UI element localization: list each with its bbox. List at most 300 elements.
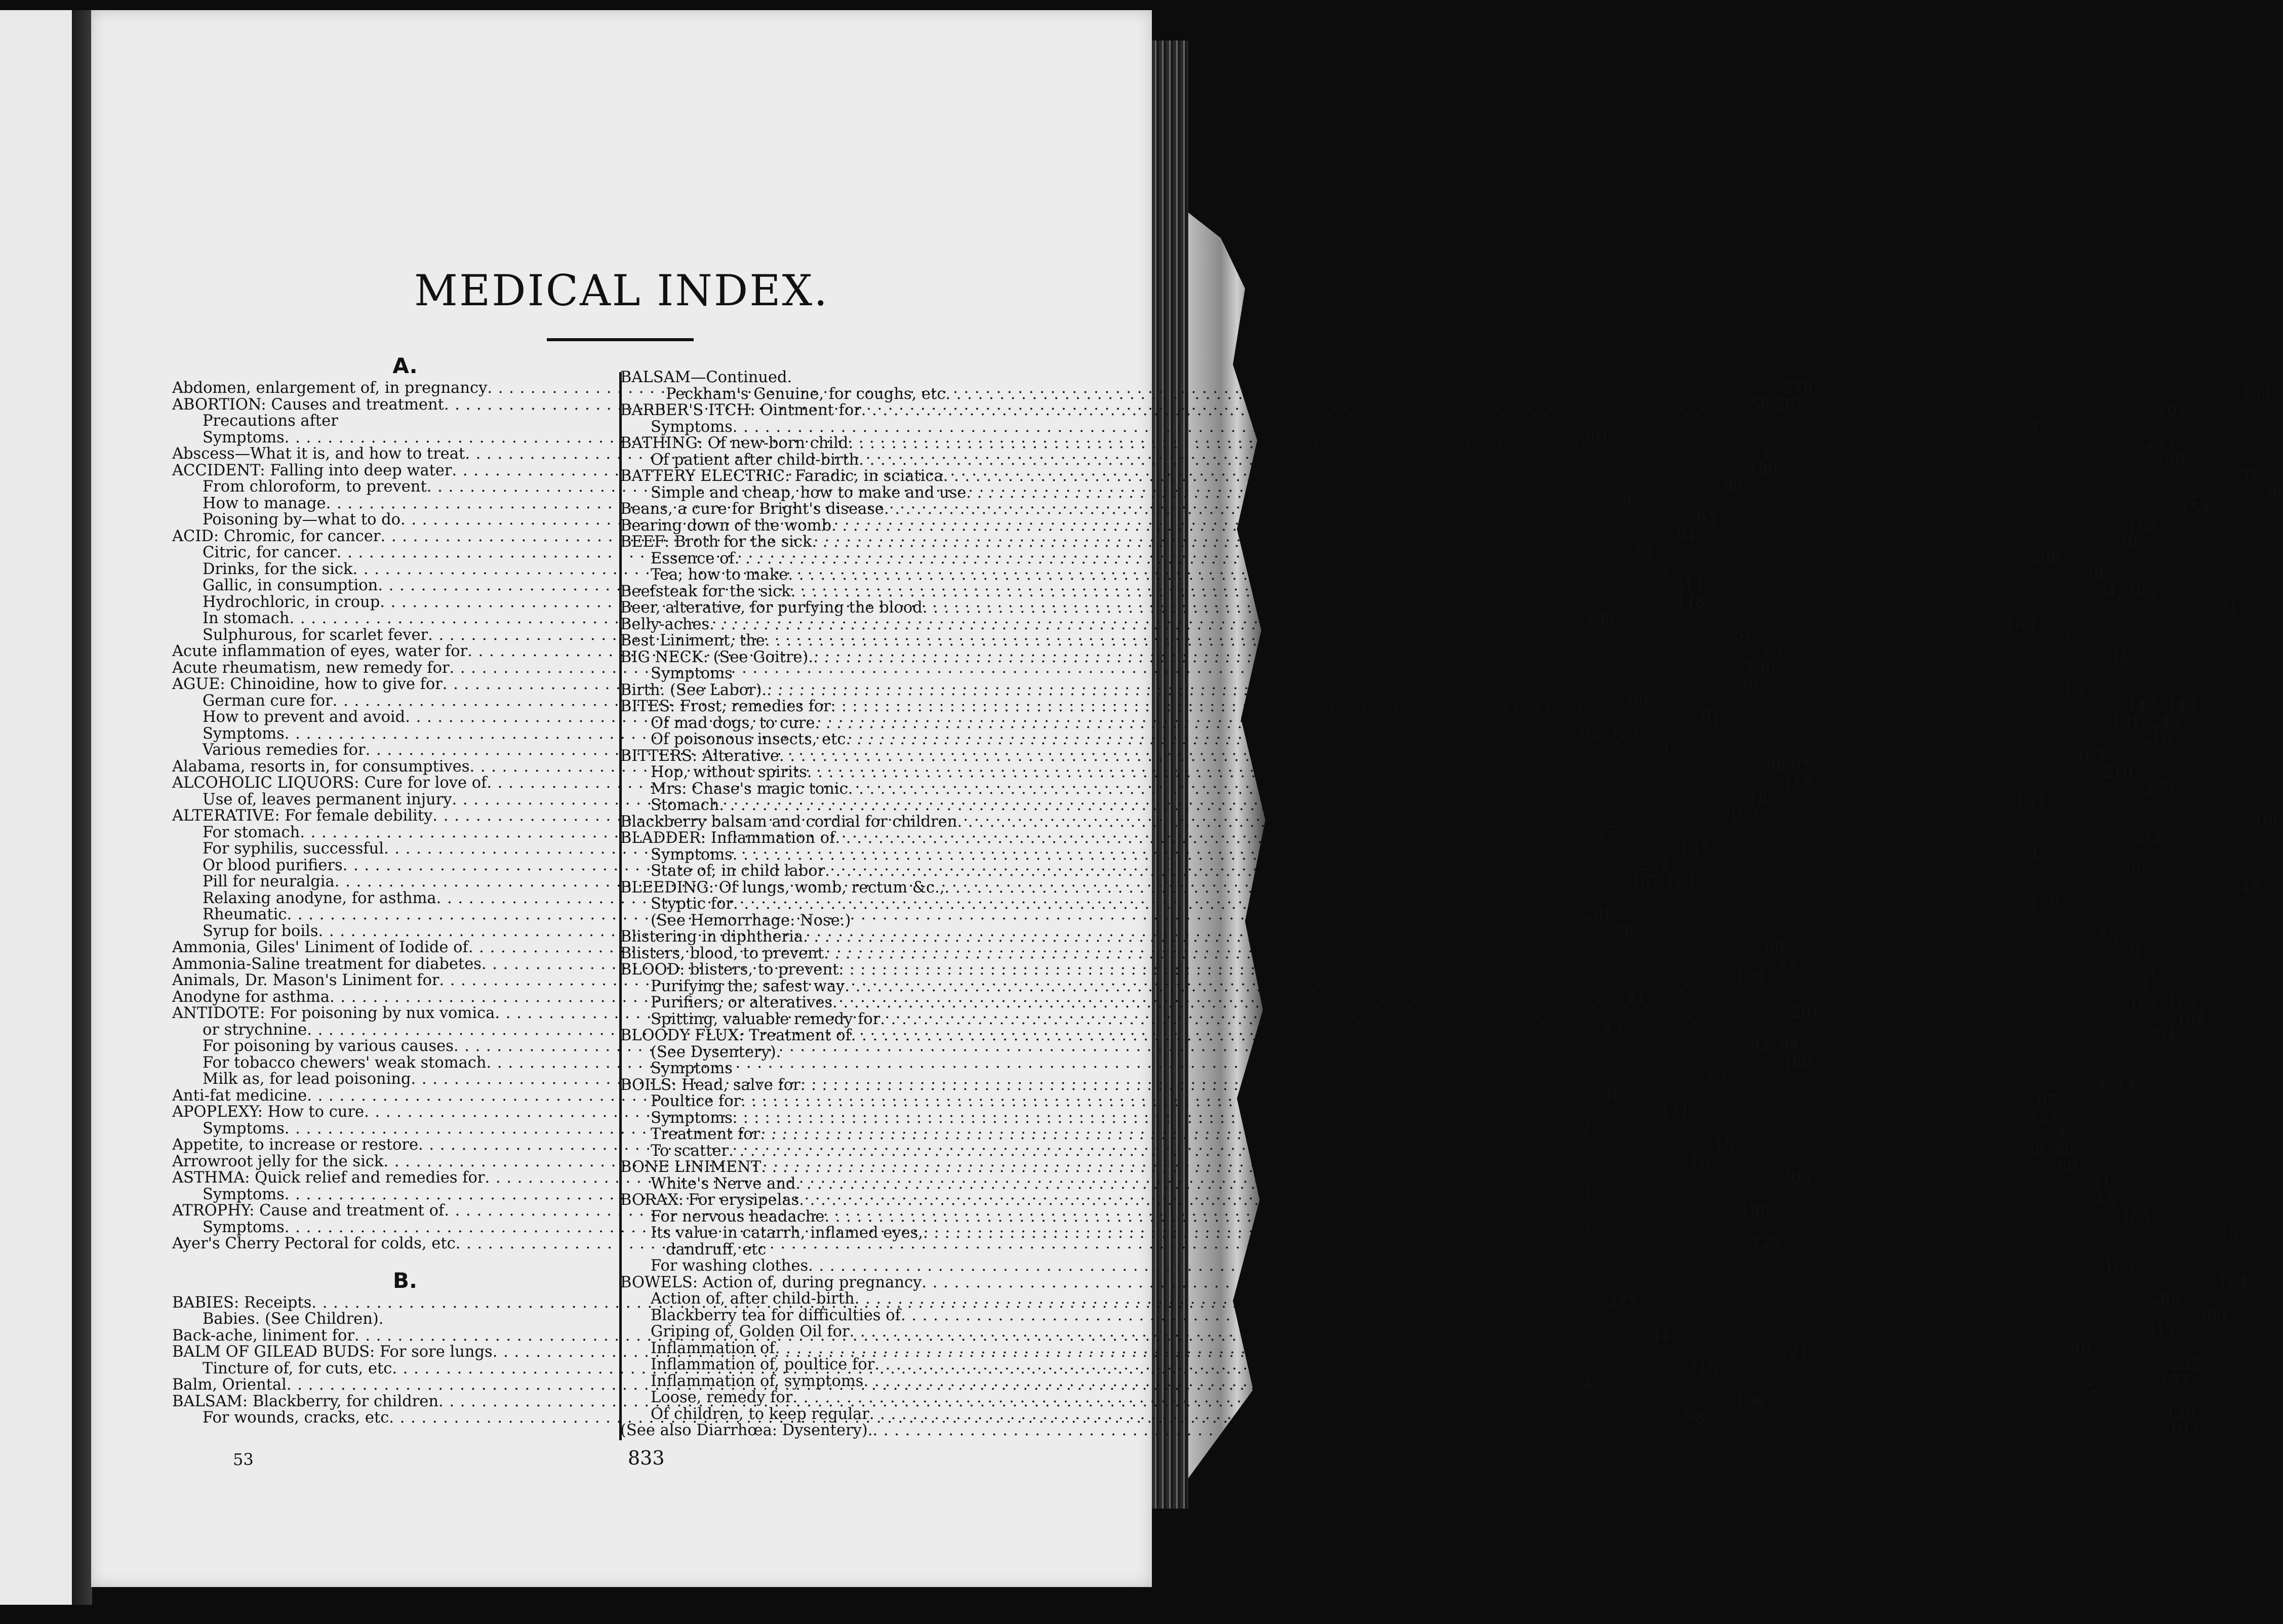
- entry-text: ALCOHOLIC LIQUORS: Cure for love of: [172, 774, 487, 792]
- entry-text: ALTERATIVE: For female debility: [172, 807, 433, 825]
- entry-text: Beefsteak for the sick: [620, 582, 791, 600]
- entry-page: 315: [2145, 1323, 2175, 1341]
- entry-page: 97: [2037, 1092, 2057, 1110]
- entry-text: Various remedies for: [203, 741, 366, 759]
- leader-dots: [741, 1093, 2035, 1110]
- entry-text: Griping of, Golden Oil for: [651, 1323, 850, 1341]
- entry-page: 58, 60: [2025, 1142, 2074, 1160]
- entry-page: 75: [1732, 889, 1752, 907]
- entry-page: 137: [1680, 840, 1710, 858]
- page-title: MEDICAL INDEX.: [414, 266, 829, 315]
- entry-text: White's Nerve and: [651, 1174, 796, 1193]
- index-entry: [620, 1044, 1106, 1061]
- entry-text: Symptoms: [203, 1218, 285, 1236]
- entry-page: 93, 94: [1750, 1037, 1799, 1055]
- entry-page: 216: [1788, 1343, 1819, 1361]
- entry-text: Pill for neuralgia: [203, 873, 335, 890]
- entry-page: 162, 163: [2129, 994, 2198, 1011]
- entry-text: ASTHMA: Quick relief and remedies for: [172, 1169, 485, 1187]
- leader-dots: [838, 962, 2133, 979]
- entry-text: BATHING: Of new-born child: [620, 434, 849, 452]
- entry-text: Sulphurous, for scarlet fever: [203, 626, 428, 644]
- section-heading-a: A.: [392, 353, 418, 378]
- entry-page: 163: [2006, 615, 2035, 633]
- entry-page: 305: [2084, 566, 2114, 584]
- entry-page: 196: [2253, 813, 2283, 831]
- entry-text: Syrup for boils: [203, 922, 318, 940]
- entry-text: BOILS: Head, salve for: [620, 1076, 800, 1094]
- index-entry: [620, 913, 1106, 929]
- index-entry: [620, 1242, 1106, 1258]
- leader-dots: [835, 830, 2129, 847]
- entry-page: 2: [1580, 1119, 1591, 1138]
- leader-dots: [733, 419, 2027, 436]
- entry-page: 293: [2144, 434, 2174, 452]
- entry-page: 184: [2176, 1010, 2206, 1028]
- leader-dots: [709, 617, 2004, 633]
- entry-text: Of patient after child-birth: [651, 451, 859, 469]
- leader-dots: [901, 1308, 2195, 1324]
- leader-dots: [812, 534, 2106, 551]
- entry-text: BEEF: Broth for the sick: [620, 533, 812, 551]
- leader-dots: [719, 797, 2013, 814]
- leader-dots: [767, 682, 2061, 699]
- page-number: 833: [628, 1447, 665, 1469]
- entry-page: 4, 14: [2096, 1076, 2136, 1094]
- entry-page: 38: [1738, 675, 1758, 693]
- entry-page: 1: [1661, 741, 1672, 759]
- entry-text: For tobacco chewers' weak stomach: [203, 1053, 487, 1072]
- entry-text: (See Dysentery).: [651, 1043, 781, 1061]
- title-rule: [547, 338, 694, 341]
- entry-page: 96: [1723, 478, 1743, 496]
- entry-text: Symptoms: [651, 418, 733, 436]
- signature-mark: 53: [233, 1450, 254, 1469]
- entry-page: 258-261: [1740, 395, 1805, 414]
- entry-text: Hop, without spirits: [651, 763, 807, 781]
- entry-text: Acute inflammation of eyes, water for: [172, 642, 468, 660]
- leader-dots: [831, 518, 2126, 535]
- leader-dots: [850, 1324, 2144, 1341]
- entry-page: 91: [1701, 708, 1721, 726]
- entry-text: Rheumatic: [203, 906, 287, 923]
- entry-text: Symptoms: [651, 1060, 733, 1077]
- entry-text: Its value in catarrh, inflamed eyes,: [651, 1224, 923, 1242]
- entry-page: 115: [1783, 774, 1813, 792]
- entry-page: 102: [2157, 401, 2187, 419]
- leader-dots: [825, 863, 2119, 880]
- entry-page: 163: [2075, 747, 2105, 765]
- entry-page: 253: [2131, 829, 2161, 847]
- index-entry: [172, 1311, 638, 1328]
- entry-page: 46: [1603, 1086, 1623, 1105]
- entry-text: Mrs. Chase's magic tonic: [651, 780, 848, 798]
- leader-dots: [855, 1291, 2149, 1308]
- entry-page: 252: [2061, 632, 2091, 649]
- entry-text: Symptoms: [203, 428, 285, 446]
- leader-dots: [779, 748, 2073, 765]
- index-entry: [620, 451, 2185, 469]
- leader-dots: [807, 764, 2101, 781]
- leader-dots: [803, 929, 2097, 946]
- leader-dots: [815, 715, 2109, 732]
- entry-text: Action of, after child-birth: [651, 1290, 855, 1308]
- entry-text: Of children, to keep regular: [651, 1405, 869, 1423]
- entry-text: Drinks, for the sick: [203, 560, 353, 578]
- leader-dots: [845, 979, 2139, 995]
- index-entry: [620, 1191, 2115, 1209]
- entry-page: 60: [1764, 939, 1784, 956]
- entry-text: To scatter: [651, 1142, 729, 1160]
- entry-page: 280: [2150, 1290, 2180, 1308]
- section-heading-b: B.: [393, 1268, 417, 1293]
- entry-text: Arrowroot jelly for the sick: [172, 1152, 384, 1170]
- index-page: [91, 10, 2283, 1587]
- entry-text: ABORTION: Causes and treatment: [172, 395, 444, 414]
- entry-text: BOWELS: Action of, during pregnancy: [620, 1273, 922, 1291]
- leader-dots: [851, 1028, 2145, 1044]
- entry-text: From chloroform, to prevent: [203, 478, 427, 496]
- leader-dots: [761, 1159, 2055, 1176]
- entry-page: 299: [2155, 451, 2185, 469]
- entry-text: Symptoms: [203, 1119, 285, 1138]
- entry-page: 44: [1651, 1326, 1670, 1345]
- entry-page: 35: [1632, 544, 1653, 561]
- entry-text: BLADDER: Inflammation of: [620, 829, 835, 847]
- entry-page: 18: [2063, 681, 2083, 699]
- leader-dots: [800, 1077, 2095, 1094]
- entry-page: 190: [1740, 1202, 1770, 1220]
- entry-page: 42: [1583, 1376, 1603, 1394]
- entry-text: or strychnine: [203, 1021, 307, 1039]
- entry-text: Relaxing anodyne, for asthma: [203, 889, 436, 907]
- entry-page: 5: [2089, 1389, 2099, 1406]
- entry-page: 62: [1707, 1070, 1727, 1088]
- entry-page: 130: [2029, 895, 2059, 913]
- entry-page: 317: [2218, 599, 2249, 617]
- leader-dots: [923, 1225, 2217, 1242]
- entry-page: 278: [1783, 379, 1813, 397]
- entry-page: 273: [2144, 780, 2174, 798]
- entry-page: 118: [1676, 593, 1706, 611]
- leader-dots: [945, 386, 2239, 403]
- leader-dots: [944, 880, 2238, 897]
- leader-dots: [813, 649, 2107, 666]
- entry-text: Or blood purifiers: [203, 856, 343, 874]
- leader-dots: [859, 452, 2153, 469]
- entry-page: 37: [2239, 467, 2259, 485]
- entry-page: 86-97: [1766, 757, 1811, 776]
- entry-page: 314: [1674, 577, 1704, 594]
- leader-dots: [808, 1258, 2102, 1275]
- entry-page: 90: [1628, 692, 1649, 710]
- entry-page: 42: [1778, 955, 1797, 973]
- entry-page: 200: [1781, 1169, 1811, 1187]
- entry-page: 3: [1580, 1218, 1591, 1236]
- entry-page: 177: [1735, 971, 1765, 989]
- entry-text: Balm, Oriental: [172, 1376, 287, 1394]
- index-entry: [620, 666, 1106, 682]
- leader-dots: [733, 896, 2027, 913]
- entry-page: 36: [2262, 483, 2282, 502]
- leader-dots: [791, 584, 2085, 600]
- entry-page: 167: [1729, 807, 1758, 825]
- entry-text: Loose, remedy for: [651, 1389, 793, 1406]
- gutter-shadow: [72, 10, 92, 1605]
- entry-text: Hydrochloric, in croup: [203, 593, 380, 611]
- entry-text: BLEEDING: Of lungs, womb, rectum &c.,: [620, 878, 945, 897]
- entry-text: Tea, how to make: [651, 566, 788, 584]
- index-entry: [620, 1257, 2134, 1275]
- entry-text: German cure for: [203, 692, 333, 710]
- entry-text: Spitting, valuable remedy for: [651, 1010, 880, 1028]
- entry-page: 180: [1782, 1053, 1812, 1072]
- entry-text: Poisoning by—what to do: [203, 511, 401, 529]
- leader-dots: [957, 814, 2251, 831]
- entry-text: Tincture of, for cuts, etc: [203, 1359, 392, 1377]
- entry-page: 201: [1583, 906, 1613, 923]
- entry-text: Appetite, to increase or restore: [172, 1136, 419, 1154]
- leader-dots: [733, 847, 2027, 864]
- leader-dots: [922, 1275, 2216, 1291]
- entry-text: ANTIDOTE: For poisoning by nux vomica: [172, 1004, 495, 1022]
- entry-text: Treatment for: [651, 1125, 760, 1143]
- entry-page: 94: [1676, 527, 1697, 545]
- entry-page: 131: [1660, 1103, 1690, 1121]
- entry-page: 273: [1596, 823, 1626, 841]
- index-entry: [172, 413, 638, 430]
- entry-page: 270: [2108, 533, 2138, 551]
- entry-page: 137: [2028, 1109, 2059, 1127]
- entry-page: 167: [1748, 790, 1778, 808]
- leader-dots: [863, 1373, 2157, 1390]
- entry-text: Birth. (See Labor).: [620, 681, 767, 699]
- entry-page: 162-163: [1630, 873, 1695, 890]
- entry-page: 156: [1745, 659, 1775, 677]
- entry-text: Styptic for: [651, 895, 733, 913]
- entry-text: Precautions after: [203, 412, 338, 430]
- entry-text: BLOODY FLUX: Treatment of: [620, 1027, 851, 1044]
- index-entry: [620, 1061, 1106, 1077]
- entry-page: 153: [2241, 385, 2271, 403]
- entry-text: BITES: Frost, remedies for: [620, 698, 831, 715]
- leader-dots: [792, 1390, 2087, 1406]
- entry-page: 154: [2180, 500, 2210, 518]
- entry-text: BORAX: For erysipelas: [620, 1191, 799, 1209]
- entry-text: Ammonia-Saline treatment for diabetes: [172, 955, 482, 973]
- entry-page: 252: [2171, 1356, 2200, 1373]
- entry-text: Peckham's Genuine, for coughs, etc: [666, 385, 946, 403]
- entry-page: 251: [1724, 626, 1754, 644]
- entry-page: 163: [2128, 516, 2157, 535]
- entry-page: 4: [2028, 418, 2039, 436]
- entry-text: Blackberry balsam and cordial for children: [620, 813, 957, 831]
- entry-page: 210: [2103, 763, 2133, 781]
- entry-text: BATTERY ELECTRIC: Faradic, in sciatica: [620, 467, 943, 485]
- facing-page-edge: [0, 10, 75, 1605]
- entry-text: Ayer's Cherry Pectoral for colds, etc: [172, 1235, 456, 1252]
- leader-dots: [874, 1357, 2169, 1373]
- index-entry: [620, 370, 1106, 386]
- entry-page: 137: [2141, 977, 2171, 995]
- leader-dots: [832, 995, 2127, 1011]
- entry-page: 41: [2092, 1174, 2112, 1193]
- entry-page: 138: [2165, 1405, 2195, 1423]
- entry-page: 215: [1688, 1359, 1718, 1377]
- entry-text: Acute rheumatism, new remedy for: [172, 659, 450, 677]
- entry-text: Ammonia, Giles' Liniment of Iodide of: [172, 939, 468, 956]
- entry-text: Inflammation of: [651, 1339, 775, 1357]
- leader-dots: [775, 1341, 2069, 1357]
- entry-text: Symptoms: [651, 1109, 733, 1127]
- entry-text: Blackberry tea for difficulties of: [651, 1306, 901, 1324]
- entry-page: 202: [1638, 856, 1668, 874]
- leader-dots: [848, 435, 2142, 452]
- index-entry: [620, 1306, 2227, 1324]
- entry-text: Beans, a cure for Bright's disease: [620, 500, 884, 518]
- entry-page: 234: [2147, 1027, 2177, 1044]
- entry-text: Back-ache, liniment for: [172, 1326, 354, 1345]
- entry-text: ACID: Chromic, for cancer: [172, 527, 381, 545]
- entry-text: Purifiers, or alteratives: [651, 994, 833, 1011]
- entry-page: 48: [2240, 878, 2261, 897]
- leader-dots: [869, 1406, 2164, 1423]
- entry-text: Symptoms: [651, 845, 733, 864]
- entry-text: BIG NECK: (See Goitre).: [620, 648, 814, 666]
- entry-text: Stomach: [651, 796, 719, 814]
- index-entry: [620, 747, 2105, 765]
- entry-text: Anodyne for asthma: [172, 988, 330, 1006]
- entry-page: 47: [1603, 1021, 1623, 1039]
- leader-dots: [880, 1011, 2174, 1028]
- entry-text: For poisoning by various causes: [203, 1037, 454, 1055]
- entry-text: Inflammation of, symptoms: [651, 1372, 864, 1390]
- entry-page: 137: [2159, 1372, 2189, 1390]
- leader-dots: [733, 1110, 2027, 1127]
- entry-page: 316: [1679, 1152, 1709, 1170]
- entry-page: 304, 305: [2087, 582, 2156, 600]
- entry-text: ATROPHY: Cause and treatment of: [172, 1202, 445, 1220]
- index-entry: [620, 1273, 2248, 1291]
- entry-text: How to prevent and avoid: [203, 708, 406, 726]
- leader-dots: [846, 732, 2140, 748]
- entry-text: Anti-fat medicine: [172, 1086, 307, 1105]
- entry-text: Citric, for cancer: [203, 544, 337, 561]
- leader-dots: [788, 567, 2082, 584]
- entry-page: 193: [2169, 1422, 2198, 1439]
- entry-page: 183: [2120, 1207, 2150, 1226]
- entry-page: 35: [1649, 560, 1669, 578]
- leader-dots: [735, 551, 2029, 567]
- entry-page: 63: [1764, 642, 1784, 660]
- entry-page: 98: [1685, 1409, 1705, 1427]
- entry-text: Animals, Dr. Mason's Liniment for: [172, 971, 439, 989]
- entry-text: Use of, leaves permanent injury: [203, 790, 452, 808]
- entry-text: For stomach: [203, 823, 300, 841]
- entry-page: 106: [1585, 610, 1615, 627]
- entry-text: (See Hemorrhage: Nose.): [651, 911, 851, 929]
- leader-dots: [824, 1209, 2118, 1226]
- entry-page: 4: [2056, 1125, 2066, 1143]
- entry-page: 183: [2104, 1257, 2134, 1275]
- entry-page: 152: [1714, 1136, 1744, 1154]
- entry-text: BLOOD: blisters, to prevent: [620, 961, 839, 979]
- index-entry: [620, 418, 2039, 436]
- leader-dots: [760, 1126, 2054, 1143]
- entry-text: Alabama, resorts in, for consumptives: [172, 757, 470, 776]
- entry-page: 285: [2121, 862, 2151, 880]
- index-entry: [620, 1125, 2066, 1143]
- entry-text: Of mad dogs, to cure: [651, 714, 815, 732]
- entry-text: Abdomen, enlargement of, in pregnancy: [172, 379, 488, 397]
- entry-text: For nervous headache: [651, 1207, 825, 1226]
- entry-text: State of, in child labor: [651, 862, 825, 880]
- entry-text: Essence of: [651, 549, 735, 567]
- leader-dots: [799, 1192, 2093, 1209]
- entry-page: 38: [1614, 922, 1634, 940]
- entry-page: 95: [1622, 494, 1642, 512]
- entry-page: 44: [2109, 648, 2130, 666]
- leader-dots: [923, 600, 2217, 617]
- entry-page: 41: [1626, 988, 1646, 1006]
- entry-text: Purifying the, safest way: [651, 977, 845, 995]
- entry-page: 308: [2030, 549, 2061, 567]
- entry-page: 196: [1735, 1392, 1765, 1410]
- entry-text: Simple and cheap, how to make and use: [651, 483, 967, 502]
- entry-page: 137: [2015, 796, 2045, 814]
- entry-text: ACCIDENT: Falling into deep water: [172, 461, 452, 479]
- entry-text: Symptoms: [651, 665, 733, 682]
- entry-text: Milk as, for lead poisoning: [203, 1070, 411, 1088]
- entry-text: BITTERS: Alterative: [620, 747, 779, 765]
- entry-page: 43: [2095, 1191, 2115, 1209]
- entry-text: Symptoms: [203, 724, 285, 743]
- entry-text: BABIES: Receipts: [172, 1293, 312, 1312]
- entry-page: 131, 243: [2111, 714, 2180, 732]
- leader-dots: [943, 468, 2237, 485]
- leader-dots: [795, 1176, 2090, 1193]
- entry-page: 40: [2071, 1339, 2091, 1357]
- leader-dots: [824, 946, 2118, 962]
- entry-text: Poultice for: [651, 1092, 741, 1110]
- entry-text: Beer, alterative, for purfying the blood: [620, 599, 923, 617]
- entry-text: Best Liniment, the: [620, 632, 765, 649]
- entry-text: Of poisonous insects, etc: [651, 730, 846, 748]
- leader-dots: [884, 501, 2178, 518]
- entry-page: 142, 143: [2127, 698, 2196, 715]
- entry-text: Blisters, blood, to prevent: [620, 944, 824, 962]
- leader-dots: [831, 699, 2125, 715]
- entry-text: Blistering in diphtheria: [620, 928, 804, 946]
- entry-page: 60: [2057, 1158, 2077, 1176]
- entry-text: Abscess—What it is, and how to treat: [172, 445, 465, 463]
- leader-dots: [729, 1143, 2023, 1160]
- entry-text: How to manage: [203, 494, 326, 512]
- leader-dots: [872, 1423, 2167, 1439]
- entry-text: Bearing down of the womb: [620, 516, 832, 535]
- entry-page: 125: [1751, 1235, 1782, 1252]
- entry-page: 281: [1580, 428, 1611, 446]
- entry-text: BALM OF GILEAD BUDS: For sore lungs: [172, 1343, 493, 1361]
- entry-text: (See also Diarrhœa: Dysentery).: [620, 1422, 873, 1439]
- leader-dots: [848, 781, 2142, 798]
- entry-page: 58: [2135, 961, 2155, 979]
- entry-text: dandruff, etc: [666, 1240, 767, 1258]
- entry-page: 201: [1791, 1004, 1821, 1022]
- entry-text: In stomach: [203, 610, 290, 627]
- entry-text: BARBER'S ITCH: Ointment for: [620, 401, 861, 419]
- entry-text: BALSAM—Continued.: [620, 369, 792, 386]
